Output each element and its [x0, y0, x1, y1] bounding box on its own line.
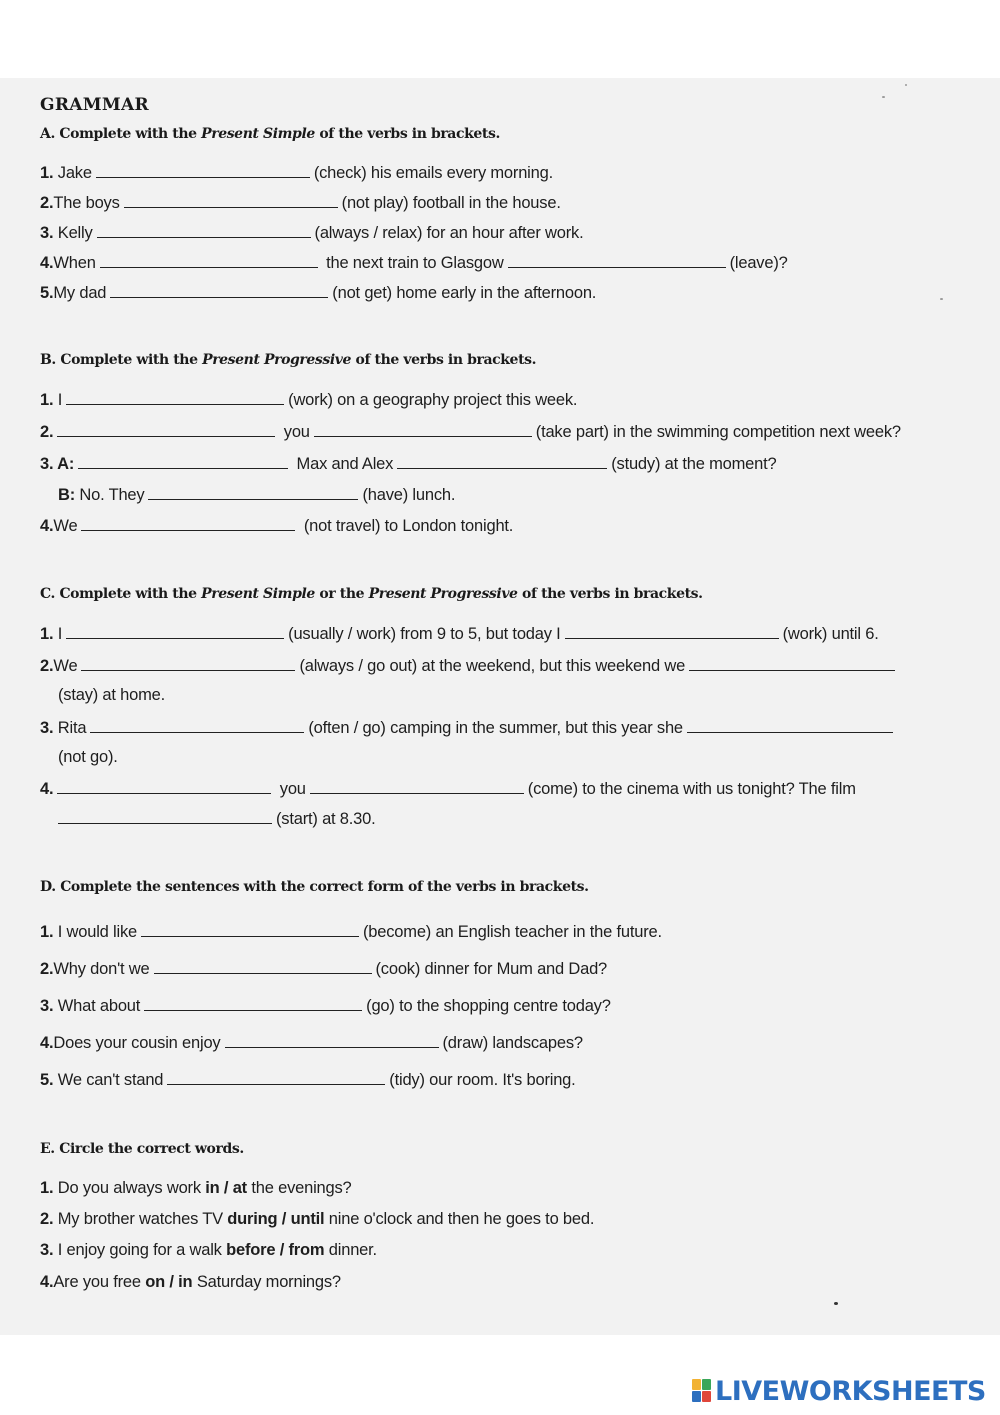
option-word[interactable]: on — [145, 1273, 166, 1291]
answer-blank[interactable] — [154, 959, 372, 974]
scan-speck — [882, 96, 885, 98]
answer-blank[interactable] — [225, 1033, 439, 1048]
section-d-item-4: 4.Does your cousin enjoy (draw) landscapes? — [40, 1034, 583, 1052]
option-word[interactable]: in — [178, 1273, 193, 1291]
section-c-item-2: 2.We (always / go out) at the weekend, but this weekend we — [40, 656, 899, 676]
section-a-item-3: 3. Kelly (always / relax) for an hour after work. — [40, 224, 584, 242]
option-word[interactable]: from — [288, 1241, 325, 1259]
answer-blank[interactable] — [81, 656, 295, 671]
answer-blank[interactable] — [148, 485, 358, 500]
liveworksheets-logo[interactable] — [692, 1374, 986, 1408]
section-c-item-3-cont: (not go). — [58, 748, 118, 766]
answer-blank[interactable] — [314, 422, 532, 437]
answer-blank[interactable] — [66, 624, 284, 639]
answer-blank[interactable] — [110, 283, 328, 298]
section-b-item-3b: B: No. They (have) lunch. — [58, 486, 456, 504]
section-a-item-2: 2.The boys (not play) football in the house. — [40, 194, 561, 212]
answer-blank[interactable] — [96, 163, 310, 178]
answer-blank[interactable] — [167, 1070, 385, 1085]
section-e-item-2: 2. My brother watches TV during / until nine o'clock and then he goes to bed. — [40, 1210, 595, 1228]
section-c-item-4: 4. you (come) to the cinema with us tonight? The film — [40, 780, 856, 798]
answer-blank[interactable] — [78, 454, 288, 469]
section-a-item-4: 4.When the next train to Glasgow (leave)? — [40, 254, 788, 272]
scan-speck — [940, 298, 943, 300]
answer-blank[interactable] — [100, 253, 318, 268]
scan-speck — [905, 84, 907, 86]
liveworksheets-logo-icon — [692, 1379, 712, 1403]
option-word[interactable]: in — [205, 1179, 220, 1197]
section-e-item-3: 3. I enjoy going for a walk before / from dinner. — [40, 1241, 377, 1259]
section-c-item-2-cont: (stay) at home. — [58, 686, 166, 704]
section-d-instruction: D. Complete the sentences with the correct form of the verbs in brackets. — [40, 879, 589, 895]
option-word[interactable]: until — [290, 1210, 325, 1228]
answer-blank[interactable] — [565, 624, 779, 639]
section-b-item-1: 1. I (work) on a geography project this week. — [40, 391, 578, 409]
answer-blank[interactable] — [97, 223, 311, 238]
section-c-item-1: 1. I (usually / work) from 9 to 5, but today I (work) until 6. — [40, 625, 879, 643]
section-e-item-1: 1. Do you always work in / at the evenings? — [40, 1179, 352, 1197]
answer-blank[interactable] — [689, 656, 895, 671]
section-a-instruction: A. Complete with the Present Simple of the verbs in brackets. — [40, 126, 500, 142]
section-a-item-5: 5.My dad (not get) home early in the afternoon. — [40, 284, 597, 302]
liveworksheets-brand: LIVEWORKSHEETS — [715, 1375, 986, 1407]
section-c-item-3: 3. Rita (often / go) camping in the summer, but this year she — [40, 718, 897, 738]
answer-blank[interactable] — [57, 779, 271, 794]
answer-blank[interactable] — [687, 718, 893, 733]
option-word[interactable]: during — [227, 1210, 278, 1228]
answer-blank[interactable] — [144, 996, 362, 1011]
section-b-item-3: 3. A: Max and Alex (study) at the moment? — [40, 455, 777, 473]
answer-blank[interactable] — [397, 454, 607, 469]
scan-speck — [834, 1302, 838, 1305]
section-e-item-4: 4.Are you free on / in Saturday mornings? — [40, 1273, 341, 1291]
answer-blank[interactable] — [90, 718, 304, 733]
section-e-instruction: E. Circle the correct words. — [40, 1141, 244, 1157]
option-word[interactable]: at — [232, 1179, 247, 1197]
section-c-instruction: C. Complete with the Present Simple or the Present Progressive of the verbs in brackets. — [40, 586, 703, 602]
section-a-item-1: 1. Jake (check) his emails every morning. — [40, 164, 553, 182]
section-d-item-5: 5. We can't stand (tidy) our room. It's boring. — [40, 1071, 576, 1089]
section-b-item-4: 4.We (not travel) to London tonight. — [40, 517, 514, 535]
answer-blank[interactable] — [310, 779, 524, 794]
answer-blank[interactable] — [81, 516, 295, 531]
answer-blank[interactable] — [66, 390, 284, 405]
answer-blank[interactable] — [508, 253, 726, 268]
section-b-item-2: 2. you (take part) in the swimming competition next week? — [40, 423, 901, 441]
section-d-item-1: 1. I would like (become) an English teacher in the future. — [40, 923, 662, 941]
answer-blank[interactable] — [57, 422, 275, 437]
page-heading: GRAMMAR — [40, 95, 149, 115]
answer-blank[interactable] — [58, 809, 272, 824]
option-word[interactable]: before — [226, 1241, 276, 1259]
section-b-instruction: B. Complete with the Present Progressive of the verbs in brackets. — [40, 352, 537, 368]
section-d-item-2: 2.Why don't we (cook) dinner for Mum and Dad? — [40, 960, 608, 978]
section-d-item-3: 3. What about (go) to the shopping centre today? — [40, 997, 611, 1015]
section-c-item-4-cont: (start) at 8.30. — [54, 809, 376, 829]
answer-blank[interactable] — [124, 193, 338, 208]
answer-blank[interactable] — [141, 922, 359, 937]
